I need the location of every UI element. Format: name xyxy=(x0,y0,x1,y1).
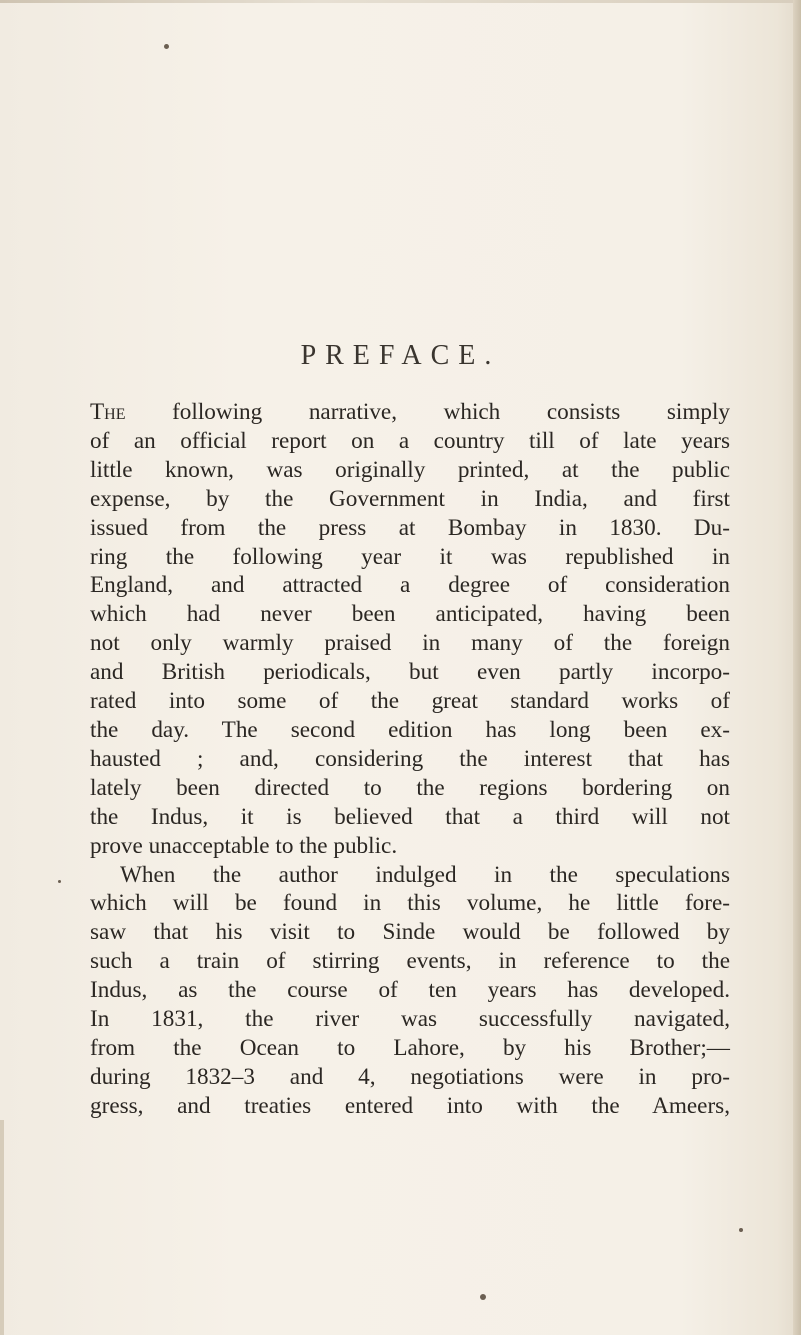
text-line: rated into some of the great standard works of xyxy=(90,688,730,715)
text-line: during 1832–3 and 4, negotiations were in pro- xyxy=(90,1063,730,1090)
text-line: such a train of stirring events, in reference to the xyxy=(90,948,730,975)
text-line: expense, by the Government in India, and first xyxy=(90,485,730,512)
lead-word: The xyxy=(90,399,126,425)
text-line: and British periodicals, but even partly incorpo- xyxy=(90,659,730,686)
ink-speck xyxy=(58,880,61,883)
text-line: England, and attracted a degree of consideration xyxy=(90,572,730,599)
text-line: which will be found in this volume, he little fore- xyxy=(90,890,730,917)
page-right-edge xyxy=(793,0,801,1335)
text-line: the Indus, it is believed that a third will not xyxy=(90,803,730,830)
text-line: When the author indulged in the speculations xyxy=(120,861,730,888)
text-line: issued from the press at Bombay in 1830. Du- xyxy=(90,514,730,541)
ink-speck xyxy=(164,44,169,49)
page-title: PREFACE. xyxy=(300,340,501,371)
text-line: In 1831, the river was successfully navigated, xyxy=(90,1006,730,1033)
page-top-edge xyxy=(0,0,801,3)
text-line: Indus, as the course of ten years has developed. xyxy=(90,977,730,1004)
ink-speck xyxy=(739,1228,743,1232)
text-line: little known, was originally printed, at the public xyxy=(90,456,730,483)
text-line: not only warmly praised in many of the foreign xyxy=(90,630,730,657)
text-line: hausted ; and, considering the interest that has xyxy=(90,745,730,772)
text-line: lately been directed to the regions bordering on xyxy=(90,774,730,801)
text-line: which had never been anticipated, having been xyxy=(90,601,730,628)
ink-speck xyxy=(480,1294,486,1300)
text-line: gress, and treaties entered into with the Ameers, xyxy=(90,1092,730,1119)
text-line: from the Ocean to Lahore, by his Brother;— xyxy=(90,1034,730,1061)
text-line: saw that his visit to Sinde would be followed by xyxy=(90,919,730,946)
text-line: of an official report on a country till of late years xyxy=(90,427,730,454)
page-left-edge xyxy=(0,1120,4,1335)
preface-body xyxy=(90,398,730,1121)
text-line: The following narrative, which consists simply xyxy=(90,399,730,425)
text-line: ring the following year it was republished in xyxy=(90,543,730,570)
text-line: the day. The second edition has long been ex- xyxy=(90,716,730,743)
text-line: prove unacceptable to the public. xyxy=(90,832,398,859)
